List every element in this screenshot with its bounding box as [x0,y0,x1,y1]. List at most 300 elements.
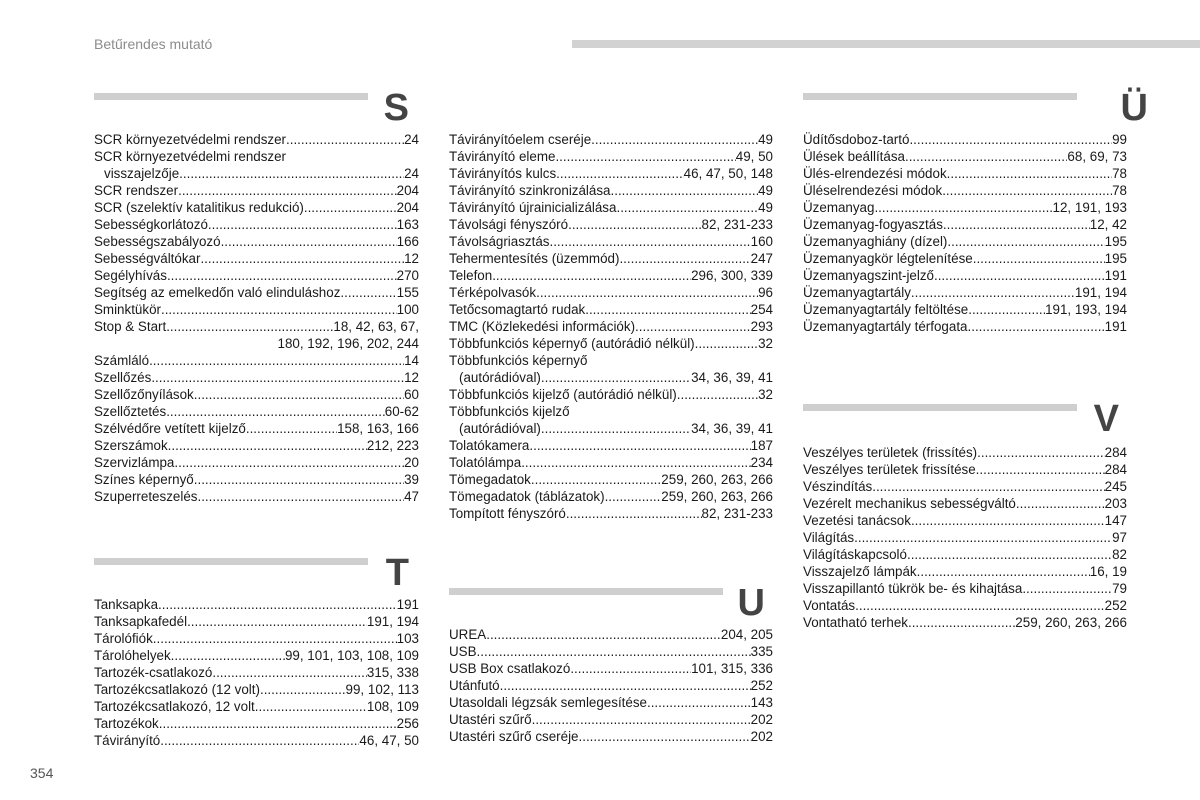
index-entry-pages: 47 [404,489,419,504]
index-entry-term: Vontatás [803,598,856,613]
index-entry-pages: 191, 193, 194 [1045,302,1127,317]
index-entry [449,318,773,335]
index-entry-term: Üzemanyag [803,200,875,215]
index-entry [803,284,1127,301]
index-entry-pages: 99, 102, 113 [345,682,419,697]
index-entry [803,495,1127,512]
index-entry-term: Stop & Start [94,319,167,334]
index-entry [94,488,419,505]
index-entry-pages: 82 [1112,547,1127,562]
index-entry-term: TMC (Közlekedési információk) [449,319,636,334]
index-entry-pages: 234 [750,455,773,470]
index-entry-term: Tárolóhelyek [94,648,171,663]
dot-leader [947,233,1104,250]
index-entry-pages: 160 [750,234,773,249]
index-entry-pages: 79 [1112,581,1127,596]
index-entry-pages: 202 [750,729,773,744]
index-entry-pages: 32 [758,387,773,402]
index-entry [94,318,419,352]
index-entry-term: Szervizlámpa [94,455,175,470]
dot-leader [167,267,397,284]
dot-leader [943,216,1090,233]
index-entry-term: Tartozékcsatlakozó (12 volt) [94,682,260,697]
index-entry-term: Üzemanyagtartály feltöltése [803,302,969,317]
section-letter: V [1093,398,1119,440]
index-entry [94,386,419,403]
index-entry-term: (autórádióval) [459,370,541,385]
index-entry-term: Utastéri szűrő cseréje [449,729,579,744]
index-entry [803,512,1127,529]
dot-leader [907,546,1112,563]
index-entry [803,580,1127,597]
index-entry [803,233,1127,250]
index-entry [94,681,419,698]
dot-leader [200,250,404,267]
index-entry [94,148,419,182]
index-entry-term: SCR környezetvédelmi rendszer [94,132,287,147]
dot-leader [611,182,759,199]
index-entry-term: Tanksapka [94,597,159,612]
index-entry [449,352,773,386]
dot-leader [160,732,359,749]
index-entry [449,386,773,403]
index-entry-term: Üdítősdoboz-tartó [803,132,910,147]
page-header-title: Betűrendes mutató [94,36,213,52]
index-entry-pages: 60-62 [384,404,419,419]
index-entry [803,529,1127,546]
index-entry-pages: 82, 231-233 [701,506,773,521]
index-entry-pages: 158, 163, 166 [337,421,419,436]
index-entry-term: Üzemanyaghiány (dízel) [803,234,948,249]
index-entry [803,444,1127,461]
dot-leader [541,420,691,437]
index-entry-term-line1: Többfunkciós kijelző [449,404,570,419]
index-entry-term: Távirányító [94,733,161,748]
dot-leader [255,698,367,715]
index-entry-term: Távirányítós kulcs [449,166,557,181]
dot-leader [166,403,385,420]
index-entry-pages: 78 [1112,183,1127,198]
index-entry-term: Távirányítóelem cseréje [449,132,592,147]
dot-leader [585,301,750,318]
index-entry-pages: 204, 205 [720,627,773,642]
dot-leader [194,471,404,488]
dot-leader [908,614,1015,631]
index-entry-term: Visszajelző lámpák [803,564,917,579]
section-rule [803,404,1077,411]
index-entry-term-line1: Többfunkciós képernyő [449,353,588,368]
index-entry [803,301,1127,318]
index-entry-term: Tolatókamera [449,438,530,453]
index-entry-term: Szélvédőre vetített kijelző [94,421,246,436]
index-entry-term: (autórádióval) [459,421,541,436]
dot-leader [179,165,404,182]
index-entry-pages: 254 [750,302,773,317]
dot-leader [529,437,750,454]
dot-leader [568,216,701,233]
section-header-v [803,398,1119,444]
index-entry-pages: 49 [758,183,773,198]
index-entry-pages: 259, 260, 263, 266 [661,489,773,504]
index-entry-pages: 99 [1112,132,1127,147]
index-entry-pages: 202 [750,712,773,727]
dot-leader [872,478,1104,495]
index-entry [803,318,1127,335]
dot-leader [492,267,691,284]
index-entry [449,216,773,233]
dot-leader [968,301,1045,318]
index-entry-term: Utánfutó [449,678,500,693]
index-entry [803,182,1127,199]
dot-leader [536,284,758,301]
index-column-s [94,131,419,505]
index-entry-pages: 212, 223 [366,438,419,453]
dot-leader [977,444,1105,461]
index-entry-term: Telefon [449,268,493,283]
index-entry-term: Üzemanyagtartály térfogata [803,319,968,334]
index-entry-pages: 12, 191, 193 [1052,200,1127,215]
index-entry-pages: 99, 101, 103, 108, 109 [284,648,419,663]
index-entry-pages: 187 [750,438,773,453]
dot-leader [187,613,367,630]
dot-leader [212,664,367,681]
section-header-ue [803,87,1148,133]
index-entry-pages: 101, 315, 336 [691,661,773,676]
dot-leader [911,512,1105,529]
index-entry-term: Tömegadatok (táblázatok) [449,489,605,504]
index-entry-pages: 293 [750,319,773,334]
dot-leader [477,643,751,660]
index-entry-pages: 12 [404,370,419,385]
index-entry [94,471,419,488]
dot-leader [556,165,683,182]
dot-leader [616,199,758,216]
index-entry-pages: 195 [1104,251,1127,266]
dot-leader [917,563,1090,580]
section-rule [803,93,1077,100]
index-entry [803,461,1127,478]
index-entry [449,335,773,352]
index-entry-term: Segélyhívás [94,268,167,283]
index-entry [94,664,419,681]
index-entry-term: Ülések beállítása [803,149,905,164]
index-entry-term: Tárolófiók [94,631,153,646]
index-entry-pages: 203 [1104,496,1127,511]
index-entry-term: Távirányító eleme [449,149,556,164]
dot-leader [579,728,751,745]
index-entry-pages: 147 [1104,513,1127,528]
dot-leader [521,454,750,471]
index-entry-term: Tartozék-csatlakozó [94,665,213,680]
index-entry-pages: 68, 69, 73 [1067,149,1127,164]
index-entry-pages: 39 [404,472,419,487]
index-entry [94,284,419,301]
index-entry-term: Szellőztetés [94,404,167,419]
index-entry-term: Tömegadatok [449,472,531,487]
index-entry-pages: 245 [1104,479,1127,494]
index-entry-pages: 18, 42, 63, 67, [333,319,419,334]
index-entry [803,216,1127,233]
section-rule [94,558,368,565]
dot-leader [635,318,751,335]
index-entry-term: Tompított fényszóró [449,506,566,521]
index-entry [449,199,773,216]
index-entry [449,182,773,199]
index-entry-term: Visszapillantó tükrök be- és kihajtása [803,581,1023,596]
dot-leader [286,131,404,148]
index-entry [94,216,419,233]
index-entry [94,250,419,267]
section-rule [449,588,723,595]
index-column-t [94,596,419,749]
dot-leader [911,284,1075,301]
index-entry-pages: 34, 36, 39, 41 [691,370,773,385]
index-entry-term: Sebességszabályozó [94,234,221,249]
index-entry-pages: 259, 260, 263, 266 [1015,615,1127,630]
dot-leader [197,488,404,505]
index-entry-pages: 108, 109 [366,699,419,714]
index-entry-pages: 284 [1104,462,1127,477]
index-entry-term: Üzemanyagtartály [803,285,911,300]
index-entry-term: Térképolvasók [449,285,537,300]
index-entry-term: Többfunkciós kijelző (autórádió nélkül) [449,387,677,402]
index-entry [449,454,773,471]
index-entry [449,165,773,182]
section-header-t [94,552,409,598]
index-entry-pages: 204 [396,183,419,198]
index-column-ue [803,131,1127,335]
index-entry-pages: 335 [750,644,773,659]
index-entry-pages: 270 [396,268,419,283]
index-entry [449,250,773,267]
index-entry-term: Segítség az emelkedőn való elinduláshoz [94,285,341,300]
dot-leader [168,437,367,454]
index-entry-pages: 12, 42 [1089,217,1127,232]
index-entry [803,199,1127,216]
index-entry-term: UREA [449,627,487,642]
index-entry-pages: 315, 338 [366,665,419,680]
index-entry [94,613,419,630]
index-entry-pages: 191 [1104,319,1127,334]
dot-leader [221,233,397,250]
index-entry [803,597,1127,614]
index-entry-pages: 96 [758,285,773,300]
index-entry-term: Ülés-elrendezési módok [803,166,947,181]
index-entry [94,698,419,715]
index-entry [803,165,1127,182]
index-entry-pages: 24 [404,166,419,181]
index-entry [449,471,773,488]
dot-leader [194,386,404,403]
index-entry [449,660,773,677]
dot-leader [555,148,735,165]
index-entry [449,711,773,728]
index-column-t-continued [449,131,773,522]
index-entry-pages: 195 [1104,234,1127,249]
dot-leader [695,335,758,352]
section-header-u [449,582,765,628]
index-entry-pages: 49 [758,132,773,147]
index-entry-term: Szuperreteszelés [94,489,198,504]
index-entry-pages: 12 [404,251,419,266]
dot-leader [171,647,285,664]
dot-leader [909,131,1112,148]
index-entry [94,131,419,148]
index-entry-term: Számláló [94,353,150,368]
index-entry-term: USB Box csatlakozó [449,661,571,676]
dot-leader [934,267,1105,284]
index-entry-pages: 191, 194 [366,614,419,629]
index-entry [94,420,419,437]
dot-leader [166,318,333,335]
index-entry [803,478,1127,495]
index-entry-pages-continued: 180, 192, 196, 202, 244 [277,336,419,351]
index-entry [449,677,773,694]
index-entry [94,647,419,664]
index-entry-term: Szellőzőnyílások [94,387,194,402]
index-entry [449,505,773,522]
header-rule [572,40,1200,48]
index-entry-term: Távirányító szinkronizálása [449,183,611,198]
index-entry-pages: 32 [758,336,773,351]
index-entry-term: visszajelzője [104,166,180,181]
dot-leader [976,461,1105,478]
dot-leader [677,386,758,403]
index-entry-pages: 256 [396,716,419,731]
index-entry-pages: 16, 19 [1089,564,1127,579]
dot-leader [178,182,397,199]
dot-leader [541,369,691,386]
dot-leader [149,352,404,369]
index-entry-pages: 34, 36, 39, 41 [691,421,773,436]
index-entry [803,250,1127,267]
index-entry-term: Távolsági fényszóró [449,217,569,232]
index-entry-pages: 60 [404,387,419,402]
index-entry-term: USB [449,644,477,659]
index-entry-pages: 49 [758,200,773,215]
index-entry-term: Vontatható terhek [803,615,908,630]
index-entry-pages: 103 [396,631,419,646]
index-entry [449,694,773,711]
index-entry [803,267,1127,284]
dot-leader [260,681,346,698]
index-entry [94,182,419,199]
index-entry [94,267,419,284]
index-entry [94,630,419,647]
dot-leader [855,597,1105,614]
dot-leader [532,711,751,728]
index-entry-pages: 82, 231-233 [701,217,773,232]
dot-leader [304,199,397,216]
index-entry-pages: 24 [404,132,419,147]
index-entry-term: SCR rendszer [94,183,179,198]
dot-leader [151,369,404,386]
index-entry-term: Szellőzés [94,370,152,385]
dot-leader [1016,495,1105,512]
dot-leader [566,505,702,522]
index-entry-term: Üzemanyagkör légtelenítése [803,251,973,266]
index-column-u [449,626,773,745]
index-entry-term: Sebességkorlátozó [94,217,208,232]
dot-leader [246,420,337,437]
index-entry [449,728,773,745]
index-entry-term: Tanksapkafedél [94,614,188,629]
index-entry [803,614,1127,631]
index-entry [803,131,1127,148]
index-entry-pages: 100 [396,302,419,317]
dot-leader [500,677,751,694]
index-entry [449,267,773,284]
index-entry-term: Tartozékok [94,716,159,731]
index-entry [94,454,419,471]
index-entry-pages: 259, 260, 263, 266 [661,472,773,487]
index-entry-pages: 191 [1104,268,1127,283]
index-entry-term: Vészindítás [803,479,873,494]
index-entry-pages: 143 [750,695,773,710]
index-entry-term: Sminktükör [94,302,161,317]
index-entry [449,437,773,454]
index-entry-pages: 14 [404,353,419,368]
index-entry-pages: 155 [396,285,419,300]
index-entry-term: Távirányító újrainicializálása [449,200,617,215]
index-entry [94,301,419,318]
index-entry-term: Vezetési tanácsok [803,513,911,528]
page-number: 354 [30,765,54,781]
index-entry-pages: 204 [396,200,419,215]
index-entry [449,488,773,505]
section-header-s [94,87,409,133]
dot-leader [968,318,1105,335]
index-entry [803,546,1127,563]
index-entry-term: Sebességváltókar [94,251,201,266]
index-entry [449,643,773,660]
index-entry-pages: 191 [396,597,419,612]
index-entry-term-line1: SCR környezetvédelmi rendszer [94,149,287,164]
index-column-v [803,444,1127,631]
dot-leader [531,471,661,488]
index-entry [94,199,419,216]
index-entry [803,563,1127,580]
index-entry [449,148,773,165]
dot-leader [161,301,397,318]
index-entry-pages: 49, 50 [735,149,773,164]
section-rule [94,93,368,100]
index-entry-term: Utasoldali légzsák semlegesítése [449,695,647,710]
index-entry-term: Veszélyes területek (frissítés) [803,445,978,460]
dot-leader [1022,580,1112,597]
index-entry [449,233,773,250]
dot-leader [874,199,1052,216]
index-entry-pages: 163 [396,217,419,232]
section-letter: T [385,552,409,594]
index-entry [94,437,419,454]
section-letter: U [737,582,765,624]
dot-leader [647,694,751,711]
index-entry [94,369,419,386]
dot-leader [619,250,750,267]
dot-leader [947,165,1112,182]
index-entry [94,352,419,369]
dot-leader [153,630,397,647]
dot-leader [905,148,1067,165]
dot-leader [942,182,1112,199]
section-letter: Ü [1120,87,1148,129]
index-entry [449,284,773,301]
index-entry [94,233,419,250]
index-entry [803,148,1127,165]
index-entry-term: Utastéri szűrő [449,712,532,727]
index-entry-pages: 97 [1112,530,1127,545]
